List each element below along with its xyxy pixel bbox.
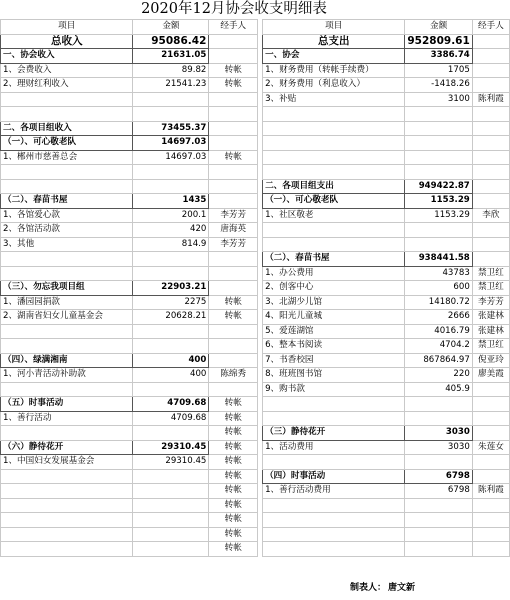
- right-amount-cell: [405, 237, 472, 252]
- left-amount-cell: [133, 92, 209, 107]
- right-amount-cell: 14180.72: [405, 295, 472, 310]
- right-item-cell: [263, 542, 405, 557]
- right-item-cell: [263, 237, 405, 252]
- left-amount-cell: 20628.21: [133, 310, 209, 325]
- right-handler-cell: 张建林: [472, 310, 509, 325]
- right-item-cell: （二）、春苗书屋: [263, 252, 405, 267]
- right-item-cell: 1、活动费用: [263, 440, 405, 455]
- right-item-cell: 4、阳光儿童城: [263, 310, 405, 325]
- left-amount-cell: 400: [133, 353, 209, 368]
- table-row: [1, 382, 510, 397]
- left-item-cell: [1, 266, 133, 281]
- table-row: [1, 63, 510, 78]
- right-handler-cell: 李芳芳: [472, 295, 509, 310]
- table-row: [1, 165, 510, 180]
- right-item-cell: 一、协会: [263, 49, 405, 64]
- right-amount-cell: [405, 498, 472, 513]
- right-amount-cell: 1153.29: [405, 208, 472, 223]
- left-handler-cell: 转帐: [209, 513, 258, 528]
- left-handler-cell: 唐海英: [209, 223, 258, 238]
- table-row: [1, 179, 510, 194]
- left-handler-cell: [209, 34, 258, 49]
- right-handler-cell: [472, 455, 509, 470]
- table-row: [1, 266, 510, 281]
- left-item-cell: [1, 339, 133, 354]
- right-amount-cell: 6798: [405, 469, 472, 484]
- left-handler-cell: 转帐: [209, 295, 258, 310]
- right-item-cell: 3、北湖少儿馆: [263, 295, 405, 310]
- right-handler-cell: [472, 498, 509, 513]
- table-row: [1, 368, 510, 383]
- left-handler-cell: [209, 121, 258, 136]
- header-handler-right: 经手人: [472, 20, 509, 35]
- left-amount-cell: 21541.23: [133, 78, 209, 93]
- left-amount-cell: 29310.45: [133, 440, 209, 455]
- right-handler-cell: [472, 382, 509, 397]
- right-handler-cell: [472, 237, 509, 252]
- table-row: [1, 237, 510, 252]
- left-handler-cell: 转帐: [209, 63, 258, 78]
- right-item-cell: 7、书香校园: [263, 353, 405, 368]
- right-handler-cell: [472, 49, 509, 64]
- right-handler-cell: [472, 397, 509, 412]
- table-row: [1, 223, 510, 238]
- table-row: [1, 281, 510, 296]
- right-handler-cell: [472, 527, 509, 542]
- left-item-cell: （五）时事活动: [1, 397, 133, 412]
- left-handler-cell: [209, 339, 258, 354]
- left-amount-cell: [133, 498, 209, 513]
- right-amount-cell: 2666: [405, 310, 472, 325]
- left-item-cell: 3、其他: [1, 237, 133, 252]
- table-row: [1, 426, 510, 441]
- right-handler-cell: [472, 34, 509, 49]
- right-amount-cell: [405, 107, 472, 122]
- left-handler-cell: 转帐: [209, 527, 258, 542]
- left-item-cell: 1、各馆爱心款: [1, 208, 133, 223]
- right-handler-cell: [472, 252, 509, 267]
- left-handler-cell: [209, 179, 258, 194]
- table-row: [1, 324, 510, 339]
- right-amount-cell: [405, 527, 472, 542]
- left-handler-cell: [209, 266, 258, 281]
- table-row: [1, 121, 510, 136]
- right-amount-cell: [405, 397, 472, 412]
- left-item-cell: 2、各馆活动款: [1, 223, 133, 238]
- right-item-cell: 总支出: [263, 34, 405, 49]
- right-amount-cell: [405, 223, 472, 238]
- right-item-cell: 二、各项目组支出: [263, 179, 405, 194]
- left-amount-cell: [133, 469, 209, 484]
- left-item-cell: （一）、可心敬老队: [1, 136, 133, 151]
- right-item-cell: [263, 165, 405, 180]
- left-item-cell: 1、河小青活动补助款: [1, 368, 133, 383]
- left-handler-cell: 转帐: [209, 397, 258, 412]
- right-item-cell: 1、善行活动费用: [263, 484, 405, 499]
- table-row: [1, 310, 510, 325]
- right-amount-cell: [405, 136, 472, 151]
- header-amount-left: 金额: [133, 20, 209, 35]
- left-handler-cell: 李芳芳: [209, 208, 258, 223]
- right-handler-cell: [472, 426, 509, 441]
- left-amount-cell: 2275: [133, 295, 209, 310]
- left-amount-cell: 95086.42: [133, 34, 209, 49]
- right-item-cell: [263, 136, 405, 151]
- right-amount-cell: 938441.58: [405, 252, 472, 267]
- prepared-by: [350, 580, 417, 593]
- right-handler-cell: 陈利霞: [472, 92, 509, 107]
- left-amount-cell: 400: [133, 368, 209, 383]
- header-item-left: 项目: [1, 20, 133, 35]
- left-handler-cell: 转帐: [209, 484, 258, 499]
- left-item-cell: [1, 165, 133, 180]
- right-amount-cell: 220: [405, 368, 472, 383]
- table-row: [1, 411, 510, 426]
- left-item-cell: 2、理财红利收入: [1, 78, 133, 93]
- table-row: [1, 92, 510, 107]
- right-handler-cell: [472, 179, 509, 194]
- left-amount-cell: [133, 266, 209, 281]
- ledger-body: [1, 20, 510, 557]
- prepared-by-label: 制表人：: [350, 583, 387, 593]
- sheet-title: 2020年12月协会收支明细表: [141, 1, 327, 17]
- left-item-cell: [1, 542, 133, 557]
- left-item-cell: [1, 513, 133, 528]
- right-item-cell: [263, 121, 405, 136]
- left-item-cell: [1, 179, 133, 194]
- left-amount-cell: 14697.03: [133, 150, 209, 165]
- left-handler-cell: 转帐: [209, 542, 258, 557]
- left-handler-cell: [209, 324, 258, 339]
- left-handler-cell: 转帐: [209, 150, 258, 165]
- prepared-by-name: 唐文新: [388, 583, 416, 593]
- right-amount-cell: 600: [405, 281, 472, 296]
- right-amount-cell: 3030: [405, 440, 472, 455]
- right-item-cell: [263, 411, 405, 426]
- left-handler-cell: 转帐: [209, 498, 258, 513]
- right-amount-cell: 43783: [405, 266, 472, 281]
- right-handler-cell: [472, 150, 509, 165]
- table-row: [1, 353, 510, 368]
- right-item-cell: [263, 150, 405, 165]
- left-amount-cell: [133, 426, 209, 441]
- left-item-cell: 1、郴州市慈善总会: [1, 150, 133, 165]
- left-handler-cell: [209, 281, 258, 296]
- header-handler-left: 经手人: [209, 20, 258, 35]
- right-handler-cell: [472, 469, 509, 484]
- left-item-cell: [1, 426, 133, 441]
- left-amount-cell: 73455.37: [133, 121, 209, 136]
- right-amount-cell: 3386.74: [405, 49, 472, 64]
- right-amount-cell: 6798: [405, 484, 472, 499]
- right-amount-cell: 3030: [405, 426, 472, 441]
- left-item-cell: 2、湖南省妇女儿童基金会: [1, 310, 133, 325]
- table-row: [1, 295, 510, 310]
- left-amount-cell: [133, 179, 209, 194]
- right-amount-cell: [405, 121, 472, 136]
- right-item-cell: （一）、可心敬老队: [263, 194, 405, 209]
- left-item-cell: [1, 498, 133, 513]
- left-handler-cell: [209, 136, 258, 151]
- left-item-cell: [1, 107, 133, 122]
- left-amount-cell: [133, 382, 209, 397]
- table-row: [1, 397, 510, 412]
- right-handler-cell: [472, 194, 509, 209]
- right-handler-cell: 禁卫红: [472, 266, 509, 281]
- right-handler-cell: 陈利霞: [472, 484, 509, 499]
- left-amount-cell: 14697.03: [133, 136, 209, 151]
- left-handler-cell: 转帐: [209, 440, 258, 455]
- table-row: [1, 252, 510, 267]
- left-item-cell: （二）、春苗书屋: [1, 194, 133, 209]
- left-amount-cell: [133, 527, 209, 542]
- right-item-cell: 3、补贴: [263, 92, 405, 107]
- table-row: [1, 513, 510, 528]
- left-amount-cell: [133, 484, 209, 499]
- right-handler-cell: 李欣: [472, 208, 509, 223]
- left-handler-cell: 陈绵秀: [209, 368, 258, 383]
- right-item-cell: [263, 223, 405, 238]
- left-item-cell: 总收入: [1, 34, 133, 49]
- right-amount-cell: 949422.87: [405, 179, 472, 194]
- right-handler-cell: 张建林: [472, 324, 509, 339]
- right-item-cell: 8、班班图书馆: [263, 368, 405, 383]
- left-handler-cell: 转帐: [209, 411, 258, 426]
- left-amount-cell: 89.82: [133, 63, 209, 78]
- right-amount-cell: 1705: [405, 63, 472, 78]
- right-item-cell: [263, 527, 405, 542]
- left-handler-cell: [209, 165, 258, 180]
- right-item-cell: [263, 107, 405, 122]
- left-handler-cell: [209, 92, 258, 107]
- right-item-cell: （三）静待花开: [263, 426, 405, 441]
- right-handler-cell: [472, 107, 509, 122]
- ledger-table: [0, 19, 510, 557]
- left-item-cell: [1, 252, 133, 267]
- left-amount-cell: [133, 542, 209, 557]
- left-item-cell: 1、潘园园捐款: [1, 295, 133, 310]
- right-item-cell: 1、社区敬老: [263, 208, 405, 223]
- left-handler-cell: 李芳芳: [209, 237, 258, 252]
- table-row: [1, 339, 510, 354]
- right-item-cell: 6、整本书阅读: [263, 339, 405, 354]
- right-handler-cell: [472, 542, 509, 557]
- right-handler-cell: 禁卫红: [472, 281, 509, 296]
- left-handler-cell: 转帐: [209, 310, 258, 325]
- left-handler-cell: [209, 49, 258, 64]
- left-amount-cell: [133, 252, 209, 267]
- left-amount-cell: 200.1: [133, 208, 209, 223]
- right-handler-cell: [472, 63, 509, 78]
- left-amount-cell: 814.9: [133, 237, 209, 252]
- left-amount-cell: [133, 324, 209, 339]
- left-item-cell: （四）、绿满湘南: [1, 353, 133, 368]
- right-item-cell: 2、创客中心: [263, 281, 405, 296]
- right-amount-cell: [405, 513, 472, 528]
- right-handler-cell: [472, 121, 509, 136]
- left-item-cell: 1、善行活动: [1, 411, 133, 426]
- right-amount-cell: -1418.26: [405, 78, 472, 93]
- right-amount-cell: 405.9: [405, 382, 472, 397]
- left-item-cell: 一、协会收入: [1, 49, 133, 64]
- right-amount-cell: [405, 455, 472, 470]
- left-amount-cell: [133, 339, 209, 354]
- left-amount-cell: [133, 513, 209, 528]
- left-amount-cell: 29310.45: [133, 455, 209, 470]
- right-handler-cell: [472, 78, 509, 93]
- left-item-cell: [1, 382, 133, 397]
- right-item-cell: 1、办公费用: [263, 266, 405, 281]
- right-item-cell: [263, 397, 405, 412]
- right-amount-cell: 4016.79: [405, 324, 472, 339]
- right-item-cell: [263, 455, 405, 470]
- left-handler-cell: [209, 382, 258, 397]
- table-row: [1, 150, 510, 165]
- right-handler-cell: [472, 223, 509, 238]
- right-item-cell: 2、财务费用（利息收入）: [263, 78, 405, 93]
- left-item-cell: （六）静待花开: [1, 440, 133, 455]
- right-handler-cell: 倪亚玲: [472, 353, 509, 368]
- right-amount-cell: 4704.2: [405, 339, 472, 354]
- right-handler-cell: 廖美霞: [472, 368, 509, 383]
- table-row: [1, 542, 510, 557]
- left-item-cell: （三）、勿忘我项目组: [1, 281, 133, 296]
- left-handler-cell: 转帐: [209, 469, 258, 484]
- left-amount-cell: [133, 107, 209, 122]
- right-amount-cell: 867864.97: [405, 353, 472, 368]
- right-item-cell: （四）时事活动: [263, 469, 405, 484]
- left-amount-cell: 1435: [133, 194, 209, 209]
- left-amount-cell: 22903.21: [133, 281, 209, 296]
- right-handler-cell: 禁卫红: [472, 339, 509, 354]
- left-amount-cell: [133, 165, 209, 180]
- left-handler-cell: [209, 353, 258, 368]
- table-row: [1, 34, 510, 49]
- right-amount-cell: [405, 150, 472, 165]
- right-handler-cell: [472, 165, 509, 180]
- right-item-cell: 5、爱莲湖馆: [263, 324, 405, 339]
- right-amount-cell: 3100: [405, 92, 472, 107]
- left-item-cell: [1, 324, 133, 339]
- right-amount-cell: 1153.29: [405, 194, 472, 209]
- right-handler-cell: 朱莲女: [472, 440, 509, 455]
- table-row: [1, 455, 510, 470]
- left-handler-cell: 转帐: [209, 455, 258, 470]
- left-item-cell: [1, 92, 133, 107]
- table-row: [1, 484, 510, 499]
- right-amount-cell: [405, 542, 472, 557]
- header-amount-right: 金额: [405, 20, 472, 35]
- left-item-cell: [1, 469, 133, 484]
- left-handler-cell: 转帐: [209, 78, 258, 93]
- left-amount-cell: 420: [133, 223, 209, 238]
- header-row: [1, 20, 510, 35]
- left-handler-cell: [209, 252, 258, 267]
- right-amount-cell: [405, 411, 472, 426]
- right-amount-cell: [405, 165, 472, 180]
- table-row: [1, 107, 510, 122]
- left-amount-cell: 4709.68: [133, 397, 209, 412]
- left-item-cell: 1、中国妇女发展基金会: [1, 455, 133, 470]
- left-amount-cell: 4709.68: [133, 411, 209, 426]
- right-handler-cell: [472, 411, 509, 426]
- table-row: [1, 440, 510, 455]
- table-row: [1, 498, 510, 513]
- right-item-cell: [263, 498, 405, 513]
- right-handler-cell: [472, 513, 509, 528]
- table-row: [1, 208, 510, 223]
- table-row: [1, 527, 510, 542]
- table-row: [1, 469, 510, 484]
- table-row: [1, 194, 510, 209]
- table-row: [1, 49, 510, 64]
- right-item-cell: 9、购书款: [263, 382, 405, 397]
- right-handler-cell: [472, 136, 509, 151]
- right-item-cell: 1、财务费用（转帐手续费）: [263, 63, 405, 78]
- left-item-cell: [1, 527, 133, 542]
- left-item-cell: [1, 484, 133, 499]
- left-item-cell: 二、各项目组收入: [1, 121, 133, 136]
- header-item-right: 项目: [263, 20, 405, 35]
- left-handler-cell: [209, 194, 258, 209]
- left-item-cell: 1、会费收入: [1, 63, 133, 78]
- right-item-cell: [263, 513, 405, 528]
- table-row: [1, 136, 510, 151]
- left-handler-cell: [209, 107, 258, 122]
- left-handler-cell: 转帐: [209, 426, 258, 441]
- right-amount-cell: 952809.61: [405, 34, 472, 49]
- table-row: [1, 78, 510, 93]
- left-amount-cell: 21631.05: [133, 49, 209, 64]
